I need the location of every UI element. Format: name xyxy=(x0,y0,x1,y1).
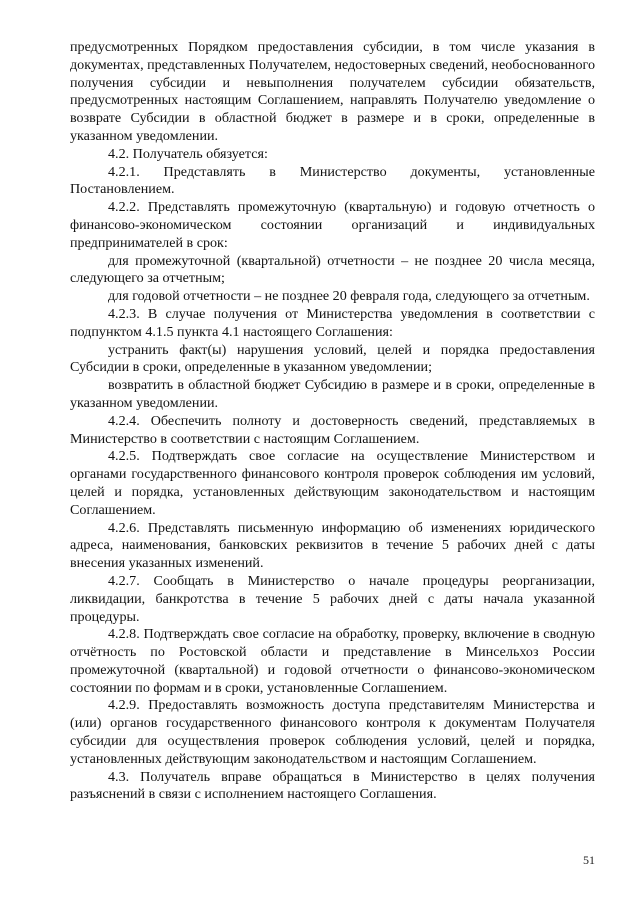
paragraph-eliminate-violations: устранить факт(ы) нарушения условий, целей и порядка предоставления Субсидии в сроки, определенные в указанном уведомлении; xyxy=(70,341,595,376)
paragraph-4-2-5: 4.2.5. Подтверждать свое согласие на осуществление Министерством и органами государственного финансового контроля проверок соблюдения им условий, целей и порядка, установленных действующим законодательством и настоящим Соглашением. xyxy=(70,448,595,518)
paragraph-return-subsidy: возвратить в областной бюджет Субсидию в размере и в сроки, определенные в указанном уведомлении. xyxy=(70,377,595,411)
paragraph-4-2-2: 4.2.2. Представлять промежуточную (квартальную) и годовую отчетность о финансово-экономическом состоянии организаций и индивидуальных предпринимателей в срок: xyxy=(70,199,595,251)
paragraph-4-2-7: 4.2.7. Сообщать в Министерство о начале процедуры реорганизации, ликвидации, банкротства в течение 5 рабочих дней с даты начала указанной процедуры. xyxy=(70,572,595,625)
page-number: 51 xyxy=(583,853,595,867)
paragraph-4-2: 4.2. Получатель обязуется: xyxy=(108,145,268,162)
paragraph-4-2-8: 4.2.8. Подтверждать свое согласие на обработку, проверку, включение в сводную отчётность по Ростовской области и представление в Минсельхоз России промежуточной (квартальной) и годовой отчетности о финансово-экономическом состоянии по формам и в сроки, установленные Соглашением. xyxy=(70,626,595,696)
paragraph-4-2-6: 4.2.6. Представлять письменную информацию об изменениях юридического адреса, наименования, банковских реквизитов в течение 5 рабочих дней с даты внесения указанных изменений. xyxy=(70,519,595,572)
paragraph-4-2-4: 4.2.4. Обеспечить полноту и достоверность сведений, представляемых в Министерство в соответствии с настоящим Соглашением. xyxy=(70,412,595,447)
paragraph-quarterly-deadline: для промежуточной (квартальной) отчетности – не позднее 20 числа месяца, следующего за отчетным; xyxy=(70,252,595,287)
paragraph-4-2-3: 4.2.3. В случае получения от Министерства уведомления в соответствии с подпунктом 4.1.5 пункта 4.1 настоящего Соглашения: xyxy=(70,305,595,340)
paragraph-4-2-1: 4.2.1. Представлять в Министерство документы, установленные Постановлением. xyxy=(70,163,595,198)
paragraph-4-3: 4.3. Получатель вправе обращаться в Министерство в целях получения разъяснений в связи с исполнением настоящего Соглашения. xyxy=(70,768,595,803)
paragraph-4-2-9: 4.2.9. Предоставлять возможность доступа представителям Министерства и (или) органов государственного финансового контроля к документам Получателя субсидии для осуществления проверок соблюдения условий, целей и порядка, установленных действующим законодательством и настоящим Соглашением. xyxy=(70,697,595,767)
paragraph-continuation: предусмотренных Порядком предоставления субсидии, в том числе указания в документах, представленных Получателем, недостоверных сведений, необоснованного получения субсидии и невыполнения получателем субсидии обязательств, предусмотренных настоящим Соглашением, направлять Получателю уведомление о возврате Субсидии в областной бюджет в размере и в сроки, определенные в указанном уведомлении. xyxy=(70,39,595,144)
paragraph-annual-deadline: для годовой отчетности – не позднее 20 февраля года, следующего за отчетным. xyxy=(108,288,590,305)
document-body xyxy=(70,39,595,804)
